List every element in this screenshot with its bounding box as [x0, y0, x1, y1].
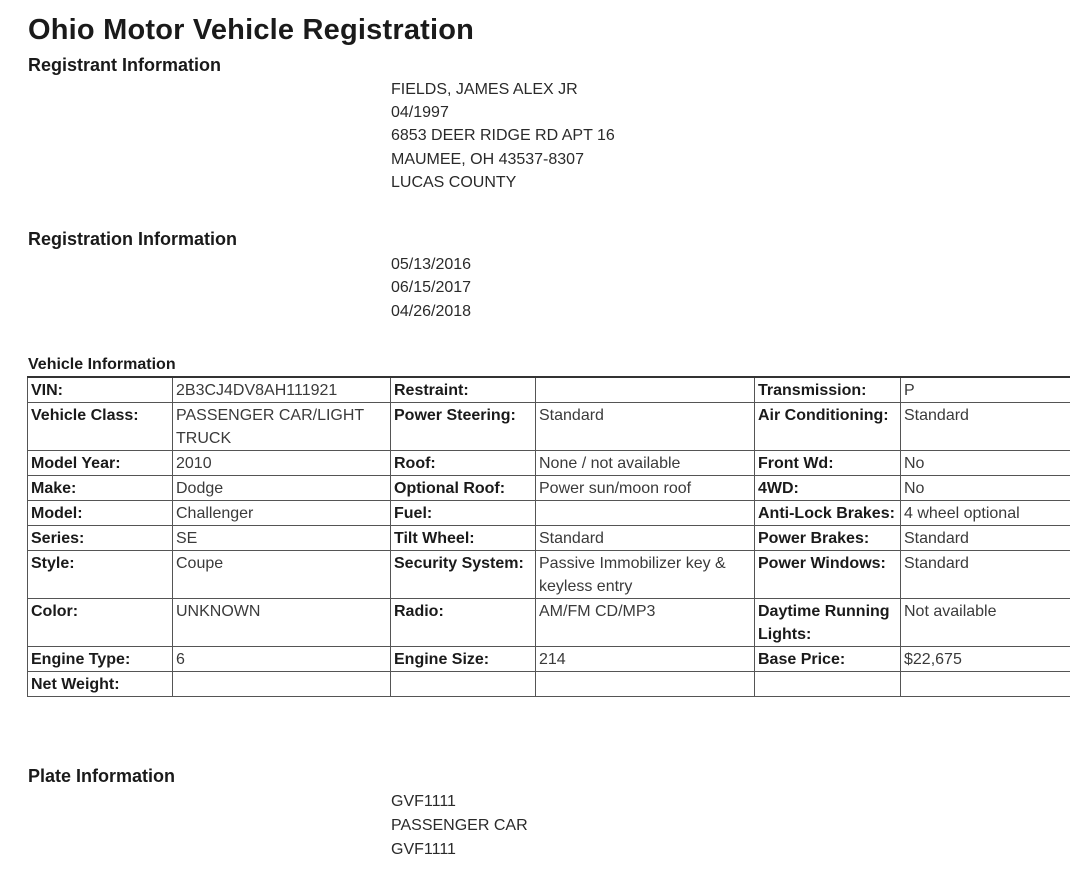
vehicle-field-value: None / not available — [536, 451, 755, 476]
vehicle-info-table — [27, 376, 1070, 697]
vehicle-field-value: $22,675 — [901, 647, 1070, 672]
vehicle-field-value: 2B3CJ4DV8AH111921 — [173, 377, 391, 403]
original-registration-value: 05/13/2016 — [391, 256, 472, 273]
vehicle-field-value: Coupe — [173, 551, 391, 599]
vehicle-field-label: Roof: — [391, 451, 536, 476]
address-line1: 6853 DEER RIDGE RD APT 16 — [391, 127, 615, 144]
vehicle-field-label: Power Brakes: — [755, 526, 901, 551]
registration-expiration-value: 04/26/2018 — [391, 303, 472, 320]
vehicle-table-row — [28, 403, 1070, 451]
vehicle-table-row — [28, 647, 1070, 672]
vehicle-field-label: Power Steering: — [391, 403, 536, 451]
vehicle-field-label: Radio: — [391, 599, 536, 647]
vehicle-field-value: Dodge — [173, 476, 391, 501]
vehicle-field-value: AM/FM CD/MP3 — [536, 599, 755, 647]
vehicle-field-label: Air Conditioning: — [755, 403, 901, 451]
vehicle-table-row — [28, 672, 1070, 697]
vehicle-field-label: Front Wd: — [755, 451, 901, 476]
vehicle-field-value: Not available — [901, 599, 1070, 647]
vehicle-field-value: 6 — [173, 647, 391, 672]
vehicle-field-value — [901, 672, 1070, 697]
vehicle-field-value: P — [901, 377, 1070, 403]
vehicle-field-value: Challenger — [173, 501, 391, 526]
vehicle-table-row — [28, 451, 1070, 476]
vehicle-field-value: 4 wheel optional — [901, 501, 1070, 526]
vehicle-table-row — [28, 377, 1070, 403]
vehicle-field-value: PASSENGER CAR/LIGHT TRUCK — [173, 403, 391, 451]
vehicle-field-value: 2010 — [173, 451, 391, 476]
vehicle-table-row — [28, 501, 1070, 526]
plate-heading: Plate Information — [28, 766, 176, 786]
address-line2: MAUMEE, OH 43537-8307 — [391, 151, 584, 168]
page-title: Ohio Motor Vehicle Registration — [28, 14, 475, 46]
vehicle-field-label — [391, 672, 536, 697]
vehicle-field-label: Base Price: — [755, 647, 901, 672]
vehicle-field-value: No — [901, 451, 1070, 476]
vehicle-field-value: Standard — [901, 403, 1070, 451]
vehicle-field-value — [536, 672, 755, 697]
vehicle-field-label: Fuel: — [391, 501, 536, 526]
vehicle-field-label: Model Year: — [28, 451, 173, 476]
vehicle-field-label: Anti-Lock Brakes: — [755, 501, 901, 526]
vehicle-field-label: Power Windows: — [755, 551, 901, 599]
vehicle-field-value: Passive Immobilizer key & keyless entry — [536, 551, 755, 599]
vehicle-table-row — [28, 526, 1070, 551]
vehicle-field-value: No — [901, 476, 1070, 501]
vehicle-field-label: 4WD: — [755, 476, 901, 501]
vehicle-field-value: Standard — [536, 403, 755, 451]
vehicle-field-label: Engine Size: — [391, 647, 536, 672]
plate-number-value: GVF1111 — [391, 793, 456, 810]
dob-value: 04/1997 — [391, 104, 449, 121]
vehicle-field-label: Make: — [28, 476, 173, 501]
vehicle-field-value — [536, 501, 755, 526]
registrant-heading: Registrant Information — [28, 55, 222, 75]
name-value: FIELDS, JAMES ALEX JR — [391, 81, 578, 98]
vehicle-field-label: Vehicle Class: — [28, 403, 173, 451]
vehicle-field-value — [536, 377, 755, 403]
vehicle-field-label: Daytime Running Lights: — [755, 599, 901, 647]
registration-date-value: 06/15/2017 — [391, 279, 472, 296]
address-line3: LUCAS COUNTY — [391, 174, 517, 191]
vehicle-field-value: Standard — [536, 526, 755, 551]
vehicle-field-label: Style: — [28, 551, 173, 599]
vehicle-field-value: Power sun/moon roof — [536, 476, 755, 501]
vehicle-field-value: Standard — [901, 551, 1070, 599]
vehicle-field-label: Color: — [28, 599, 173, 647]
plate-type-value: PASSENGER CAR — [391, 817, 528, 834]
vehicle-table-row — [28, 599, 1070, 647]
vehicle-field-label: Series: — [28, 526, 173, 551]
vehicle-field-label: Security System: — [391, 551, 536, 599]
vehicle-field-label: VIN: — [28, 377, 173, 403]
vehicle-field-label: Net Weight: — [28, 672, 173, 697]
vehicle-field-label: Tilt Wheel: — [391, 526, 536, 551]
vehicle-heading: Vehicle Information — [28, 356, 176, 373]
vehicle-field-value — [173, 672, 391, 697]
vehicle-field-label: Optional Roof: — [391, 476, 536, 501]
vehicle-field-label: Engine Type: — [28, 647, 173, 672]
vehicle-field-label — [755, 672, 901, 697]
vehicle-table-row — [28, 551, 1070, 599]
vehicle-field-value: SE — [173, 526, 391, 551]
vehicle-table-row — [28, 476, 1070, 501]
vehicle-field-label: Restraint: — [391, 377, 536, 403]
vehicle-field-value: Standard — [901, 526, 1070, 551]
registration-heading: Registration Information — [28, 229, 238, 249]
vehicle-field-label: Model: — [28, 501, 173, 526]
vehicle-field-label: Transmission: — [755, 377, 901, 403]
previous-plate-value: GVF1111 — [391, 841, 456, 858]
vehicle-field-value: UNKNOWN — [173, 599, 391, 647]
vehicle-field-value: 214 — [536, 647, 755, 672]
